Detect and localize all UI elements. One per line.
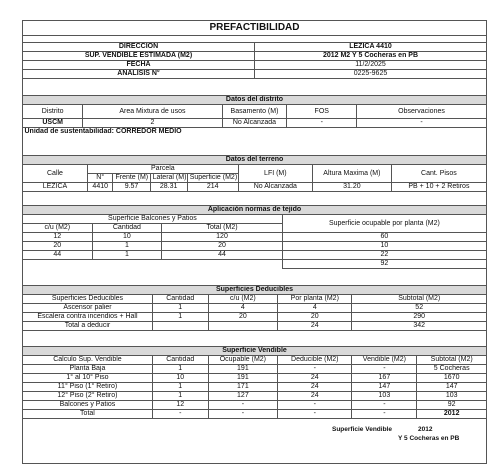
cell: 24 [278,392,352,401]
cell: 20 [278,313,352,322]
cell: USCM [23,119,83,128]
cell: 12 [152,401,208,410]
cell: - [352,401,417,410]
table-row [23,304,487,313]
header-label: SUP. VENDIBLE ESTIMADA (M2) [23,52,255,61]
cell: 1670 [417,374,487,383]
cell: PB + 10 + 2 Retiros [391,183,486,192]
cell: 10 [92,233,162,242]
cell: 20 [23,242,93,251]
table-row [23,365,487,374]
cell: 167 [352,374,417,383]
col-header: Lateral (M) [150,174,187,183]
cell: 127 [208,392,278,401]
cell: 1° al 10° Piso [23,374,153,383]
cell: 1 [152,313,208,322]
header-label: DIRECCION [23,43,255,52]
col-header: Deducible (M2) [278,356,352,365]
cell: 60 [282,233,486,242]
deducibles-title: Superficies Deducibles [23,286,487,295]
cell: 4410 [87,183,113,192]
tejido-title: Aplicación normas de tejido [23,206,487,215]
cell: 24 [278,322,352,331]
col-header: c/u (M2) [208,295,278,304]
cell: Escalera contra incendios + Hall [23,313,153,322]
cell: Total a deducir [23,322,153,331]
table-row [23,183,487,192]
col-header: Subtotal (M2) [417,356,487,365]
cell: 191 [208,374,278,383]
table-row [23,383,487,392]
sustentabilidad-note: Unidad de sustentabilidad: CORREDOR MEDIO [24,128,182,135]
table-row [23,251,487,260]
cell: 12 [23,233,93,242]
cell: - [152,410,208,419]
distrito-title: Datos del distrito [23,96,487,105]
col-header: Area Mixtura de usos [83,105,222,119]
cell: - [278,410,352,419]
footer-extra: Y 5 Cocheras en PB [398,435,460,442]
table-row [23,313,487,322]
col-header: Distrito [23,105,83,119]
col-header: Cantidad [152,295,208,304]
header-row-direccion [23,43,487,52]
cell: 10 [282,242,486,251]
footer-value: 2012 [418,426,433,433]
cell: 12° Piso (2° Retiro) [23,392,153,401]
col-header: Por planta (M2) [278,295,352,304]
cell: Total [23,410,153,419]
cell: 20 [208,313,278,322]
header-row-fecha [23,61,487,70]
terreno-title: Datos del terreno [23,156,487,165]
header-value: LEZICA 4410 [255,43,487,52]
header-value: 11/2/2025 [255,61,487,70]
cell: 1 [152,392,208,401]
cell: 1 [152,365,208,374]
col-header: Cantidad [92,224,162,233]
deducibles-block [22,285,487,331]
cell: - [352,365,417,374]
cell: Ascensor palier [23,304,153,313]
footer-label: Superficie Vendible [332,426,392,433]
col-header: Frente (M) [113,174,150,183]
cell: 1 [152,383,208,392]
vendible-block [22,346,487,419]
col-header: Total (M2) [162,224,283,233]
vendible-title: Superficie Vendible [23,347,487,356]
col-header: Superficie (M2) [187,174,238,183]
cell: - [278,401,352,410]
cell: 147 [417,383,487,392]
table-row [23,401,487,410]
page-title: PREFACTIBILIDAD [23,21,487,36]
cell: - [357,119,487,128]
cell: 28.31 [150,183,187,192]
col-header: Calle [23,165,88,183]
cell: - [287,119,357,128]
header-row-analisis [23,70,487,79]
cell: 120 [162,233,283,242]
col-header: Basamento (M) [222,105,287,119]
col-header: FOS [287,105,357,119]
table-row [23,233,487,242]
cell: 171 [208,383,278,392]
table-row [23,119,487,128]
header-label: ANALISIS N° [23,70,255,79]
cell: 9.57 [113,183,150,192]
col-header: Altura Maxima (M) [312,165,391,183]
distrito-block [22,95,487,136]
col-header: Parcela [87,165,238,174]
cell: 214 [187,183,238,192]
cell [152,322,208,331]
col-header: LFI (M) [238,165,312,183]
cell: 5 Cocheras [417,365,487,374]
col-header: N° [87,174,113,183]
cell: 2012 [417,410,487,419]
col-header: c/u (M2) [23,224,93,233]
cell: No Alcanzada [222,119,287,128]
ocupable-title: Superficie ocupable por planta (M2) [282,215,486,233]
cell: 1 [152,304,208,313]
cell: 342 [352,322,487,331]
col-header: Cantidad [152,356,208,365]
cell: 147 [352,383,417,392]
cell: 1 [92,242,162,251]
terreno-block [22,155,487,192]
cell: Planta Baja [23,365,153,374]
cell: 290 [352,313,487,322]
header-value: 0225-9625 [255,70,487,79]
table-row [23,242,487,251]
header-block [22,20,487,79]
cell: 92 [417,401,487,410]
cell: 24 [278,383,352,392]
col-header: Ocupable (M2) [208,356,278,365]
header-label: FECHA [23,61,255,70]
table-row [23,374,487,383]
cell: No Alcanzada [238,183,312,192]
cell: 10 [152,374,208,383]
table-row [23,392,487,401]
cell: 2 [83,119,222,128]
col-header: Calculo Sup. Vendible [23,356,153,365]
cell: 4 [278,304,352,313]
cell: LEZICA [23,183,88,192]
cell: - [208,410,278,419]
cell: 24 [278,374,352,383]
col-header: Cant. Pisos [391,165,486,183]
col-header: Observaciones [357,105,487,119]
cell: 52 [352,304,487,313]
cell: 103 [417,392,487,401]
col-header: Superficies Deducibles [23,295,153,304]
cell: 11° Piso (1° Retiro) [23,383,153,392]
cell: 4 [208,304,278,313]
header-row-sup [23,52,487,61]
cell: - [208,401,278,410]
cell: 20 [162,242,283,251]
col-header: Subtotal (M2) [352,295,487,304]
cell: 191 [208,365,278,374]
cell: 22 [282,251,486,260]
cell [208,322,278,331]
cell: 44 [23,251,93,260]
header-value: 2012 M2 Y 5 Cocheras en PB [255,52,487,61]
cell: 44 [162,251,283,260]
cell: - [352,410,417,419]
table-row [23,410,487,419]
balcones-title: Superficie Balcones y Patios [23,215,283,224]
table-row [23,322,487,331]
cell: Balcones y Patios [23,401,153,410]
cell: 103 [352,392,417,401]
ocupable-total: 92 [282,260,486,269]
tejido-block [22,205,487,269]
cell: 1 [92,251,162,260]
cell: 31.20 [312,183,391,192]
cell: - [278,365,352,374]
col-header: Vendible (M2) [352,356,417,365]
